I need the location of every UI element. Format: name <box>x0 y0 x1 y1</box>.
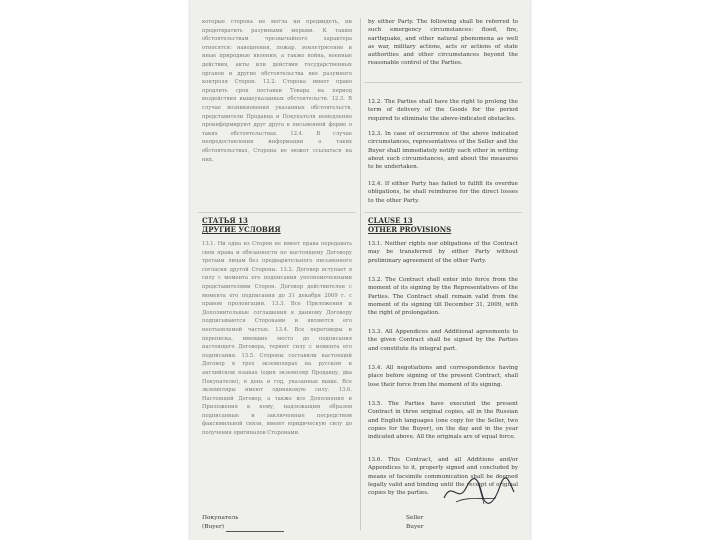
section-separator <box>364 212 522 213</box>
signature-line <box>226 531 284 532</box>
english-clause-12-4: 12.4. If either Party has failed to fulfill its overdue obligations, he shall reimburse for the direct losses to the other Party. <box>368 181 518 204</box>
column-divider <box>360 18 361 530</box>
russian-signature-label: Покупатель <box>202 515 239 521</box>
english-clause-13-heading <box>368 216 451 234</box>
english-clause-13-4: 13.4. All negotiations and correspondence having place before signing of the present Contract, shall lose their force from the moment of its signing. <box>368 365 518 388</box>
english-clause-13-2: 13.2. The Contract shall enter into force from the moment of its signing by the Representatives of the Parties. The Contract shall remain valid from the moment of its signing till December 31, 2009, with the right of prolongation. <box>368 277 518 317</box>
section-separator <box>364 82 522 83</box>
english-heading-number: CLAUSE 13 <box>368 216 413 225</box>
english-heading-title: OTHER PROVISIONS <box>368 225 452 234</box>
english-column <box>368 18 518 530</box>
russian-heading-number: СТАТЬЯ 13 <box>202 216 248 225</box>
russian-heading-title: ДРУГИЕ УСЛОВИЯ <box>202 225 281 234</box>
english-signature-label: Seller <box>406 515 424 521</box>
russian-signature-block <box>202 514 284 532</box>
english-clause-13-6: 13.6. This Contract, and all Additions and/or Appendices to it, properly signed and concluded by means of facsimile communication shall be deemed legally valid and binding until the receipt of original copies by the parties. <box>368 457 518 497</box>
russian-signature-sublabel: (Buyer) <box>202 524 224 530</box>
english-clause-13-5: 13.5. The Parties have executed the present Contract in three original copies, all in the Russian and English languages (one copy for the Seller, two copies for the Buyer), on the day and in the year indicated above. All the originals are of equal force. <box>368 401 518 441</box>
russian-clause-13-text: 13.1. Ни одна из Сторон не имеет права передавать свои права и обязанности по настоящему Договору третьим лицам без предварительного письменного согласия другой Стороны. 13.2. Договор вступает в силу с момента его подписания уполномоченными представителями Сторон. Договор действителен с момента его подписания до 31 декабря 2009 г. с правом пролонгации. 13.3. Все Приложения и Дополнительные соглашения к данному Договору подписываются Сторонами и являются его неотъемлемой частью. 13.4. Все переговоры и переписка, имевшие место до подписания настоящего Договора, теряют силу с момента его подписания. 13.5. Стороны составили настоящий Договор в трех экземплярах на русском и английском языках (один экземпляр Продавцу, два Покупателю), в день и год, указанные выше. Все экземпляры имеют одинаковую силу. 13.6. Настоящий Договор, а также все Дополнения и Приложения к нему, надлежащим образом подписанные и заключенные посредством факсимильной связи, имеют юридическую силу до получения оригиналов Сторонами. <box>202 241 352 437</box>
english-clause-12-2: 12.2. The Parties shall have the right to prolong the term of delivery of the Goods for the period required to eliminate the above-indicated obstacles. <box>368 99 518 122</box>
english-signature-block <box>406 514 423 532</box>
english-signature-sublabel: Buyer <box>406 524 424 530</box>
russian-column <box>202 18 352 530</box>
russian-clause-12-text: которые сторона не могла ни предвидеть, ни предотвратить разумными мерами. К таким обстоятельствам чрезвычайного характера относятся: наводнения, пожар, землетрясение и иные природные явления, а также война, военные действия, акты или действия государственных органов и другие обстоятельства вне разумного контроля Сторон. 12.2. Сторона имеет право продлить срок поставки Товара на период воздействия вышеуказанных обстоятельств. 12.3. В случае возникновения указанных обстоятельств, представители Продавца и Покупателя немедленно проинформируют друг друга в письменной форме о таких обстоятельствах. 12.4. В случае непредоставления информации о таких обстоятельствах, Сторона не может ссылаться на них. <box>202 19 352 163</box>
handwritten-signature-icon <box>438 474 516 508</box>
scanned-contract-page <box>190 0 530 540</box>
english-clause-12-1: by either Party. The following shall be referred to such emergency circumstances: flood, fire, earthquake, and other natural phenomena as well as war, military actions, acts or actions of state authorities and other circumstances beyond the reasonable control of the Parties. <box>368 19 518 67</box>
english-clause-12-3: 12.3. In case of occurrence of the above indicated circumstances, representatives of the Seller and the Buyer shall immediately notify each other in writing about such circumstances, and about the measures to be undertaken. <box>368 131 518 171</box>
section-separator <box>198 212 356 213</box>
russian-clause-13-heading <box>202 216 281 234</box>
english-clause-13-3: 13.3. All Appendices and Additional agreements to the given Contract shall be signed by the Parties and constitute its integral part. <box>368 329 518 352</box>
english-clause-13-1: 13.1. Neither rights nor obligations of the Contract may be transferred by either Party without preliminary agreement of the other Party. <box>368 241 518 264</box>
